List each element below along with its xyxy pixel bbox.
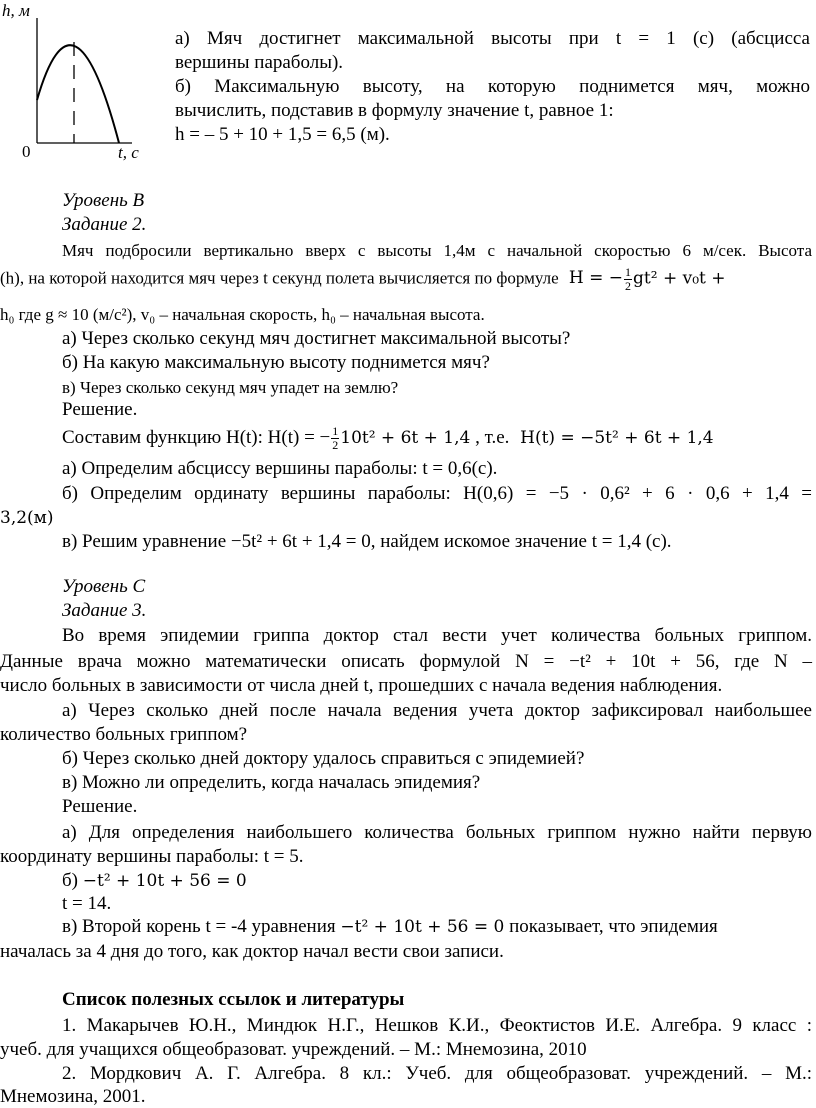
reference-1-line2: учеб. для учащихся общеобразоват. учреждений. – М.: Мнемозина, 2010 <box>0 1039 587 1060</box>
task1-answer-b1: б) Максимальную высоту, на которую поднимется мяч, можно <box>175 76 810 97</box>
task3-solution-label: Решение. <box>62 796 138 817</box>
compose-frac-den: 2 <box>332 438 339 452</box>
task3-solution-a2: координату вершины параболы: t = 5. <box>0 846 304 867</box>
task3-para-line2: Данные врача можно математически описать формулой N = −t² + 10t + 56, где N – <box>0 651 812 672</box>
task2-solution-b2: 3,2(м) <box>0 508 54 528</box>
task2-line1: Мяч подбросили вертикально вверх с высоты 1,4м с начальной скоростью 6 м/сек. Высота <box>62 241 812 260</box>
compose-part3: , т.е. <box>475 426 510 448</box>
task3-question-a1: а) Через сколько дней после начала ведения учета доктор зафиксировал наибольшее <box>62 700 812 721</box>
task1-answer-b3: h = – 5 + 10 + 1,5 = 6,5 (м). <box>175 124 390 145</box>
compose-part2: 10t² + 6t + 1,4 <box>340 427 471 448</box>
compose-fraction <box>331 425 339 452</box>
formula-h-part1: H = − <box>568 268 624 289</box>
compose-frac-num: 1 <box>332 424 339 438</box>
formula-h-frac-num: 1 <box>625 265 632 279</box>
task3-solution-c1-equation: −t² + 10t + 56 = 0 <box>340 917 505 937</box>
task3-para-line1: Во время эпидемии гриппа доктор стал вести учет количества больных гриппом. <box>62 625 812 646</box>
task2-line3: h₀ где g ≈ 10 (м/с²), v₀ – начальная скорость, h₀ – начальная высота. <box>0 305 485 324</box>
formula-h-fraction <box>624 266 632 293</box>
task3-solution-c1-a: в) Второй корень t = -4 уравнения <box>62 916 336 937</box>
task2-solution-c: в) Решим уравнение −5t² + 6t + 1,4 = 0, найдем искомое значение t = 1,4 (с). <box>62 531 672 552</box>
compose-part1: Составим функцию H(t): H(t) = − <box>62 426 331 448</box>
formula-h-part2: gt² + v₀t + <box>633 268 726 289</box>
task3-solution-c2: началась за 4 дня до того, как доктор начал вести свои записи. <box>0 941 504 962</box>
task3-question-b: б) Через сколько дней доктору удалось справиться с эпидемией? <box>62 748 585 769</box>
task1-answer-a-cont: вершины параболы). <box>175 52 344 73</box>
task2-solution-a: а) Определим абсциссу вершины параболы: t = 0,6(с). <box>62 458 498 479</box>
task3-para-line3: число больных в зависимости от числа дней t, прошедших с начала ведения наблюдения. <box>0 675 723 696</box>
task3-question-a2: количество больных гриппом? <box>0 724 248 745</box>
task2-solution-b1: б) Определим ординату вершины параболы: H(0,6) = −5 · 0,6² + 6 · 0,6 + 1,4 = <box>62 483 812 504</box>
y-axis-label: h, м <box>2 1 30 20</box>
task2-question-a: а) Через сколько секунд мяч достигнет максимальной высоты? <box>62 328 571 349</box>
task3-solution-b-equation: −t² + 10t + 56 = 0 <box>82 871 247 891</box>
origin-label: 0 <box>22 142 31 161</box>
task2-compose-function <box>62 425 714 452</box>
reference-1-line1: 1. Макарычев Ю.Н., Миндюк Н.Г., Нешков К.И., Феоктистов И.Е. Алгебра. 9 класс : <box>62 1015 812 1036</box>
x-axis-label: t, c <box>118 143 139 162</box>
task3-title: Задание 3. <box>62 600 147 621</box>
task2-title: Задание 2. <box>62 214 147 235</box>
task2-line2-text: (h), на которой находится мяч через t секунд полета вычисляется по формуле <box>0 268 559 288</box>
task3-solution-a1: а) Для определения наибольшего количества больных гриппом нужно найти первую <box>62 822 812 843</box>
task2-solution-label: Решение. <box>62 399 138 420</box>
task2-question-c: в) Через сколько секунд мяч упадет на землю? <box>62 378 399 397</box>
task3-solution-c1-b: показывает, что эпидемия <box>509 916 718 937</box>
references-title: Список полезных ссылок и литературы <box>62 989 405 1010</box>
task2-line2 <box>0 266 726 293</box>
formula-h-frac-den: 2 <box>625 279 632 293</box>
task1-answer-a: а) Мяч достигнет максимальной высоты при t = 1 (с) (абсцисса <box>175 28 810 49</box>
level-b-title: Уровень B <box>62 190 145 211</box>
reference-2-line1: 2. Мордкович А. Г. Алгебра. 8 кл.: Учеб. для общеобразоват. учреждений. – М.: <box>62 1063 812 1084</box>
task3-solution-b <box>62 869 247 893</box>
task3-solution-c1 <box>62 915 718 939</box>
task3-solution-b-result: t = 14. <box>62 893 112 914</box>
task2-question-b: б) На какую максимальную высоту поднимется мяч? <box>62 352 490 373</box>
task3-question-c: в) Можно ли определить, когда началась эпидемия? <box>62 772 481 793</box>
parabola-curve <box>37 45 119 143</box>
compose-part4: H(t) = −5t² + 6t + 1,4 <box>520 427 714 448</box>
parabola-graph <box>0 0 160 170</box>
reference-2-line2: Мнемозина, 2001. <box>0 1086 146 1107</box>
task1-answer-b2: вычислить, подставив в формулу значение t, равное 1: <box>175 100 614 121</box>
task3-solution-b-label: б) <box>62 870 78 891</box>
level-c-title: Уровень C <box>62 576 146 597</box>
